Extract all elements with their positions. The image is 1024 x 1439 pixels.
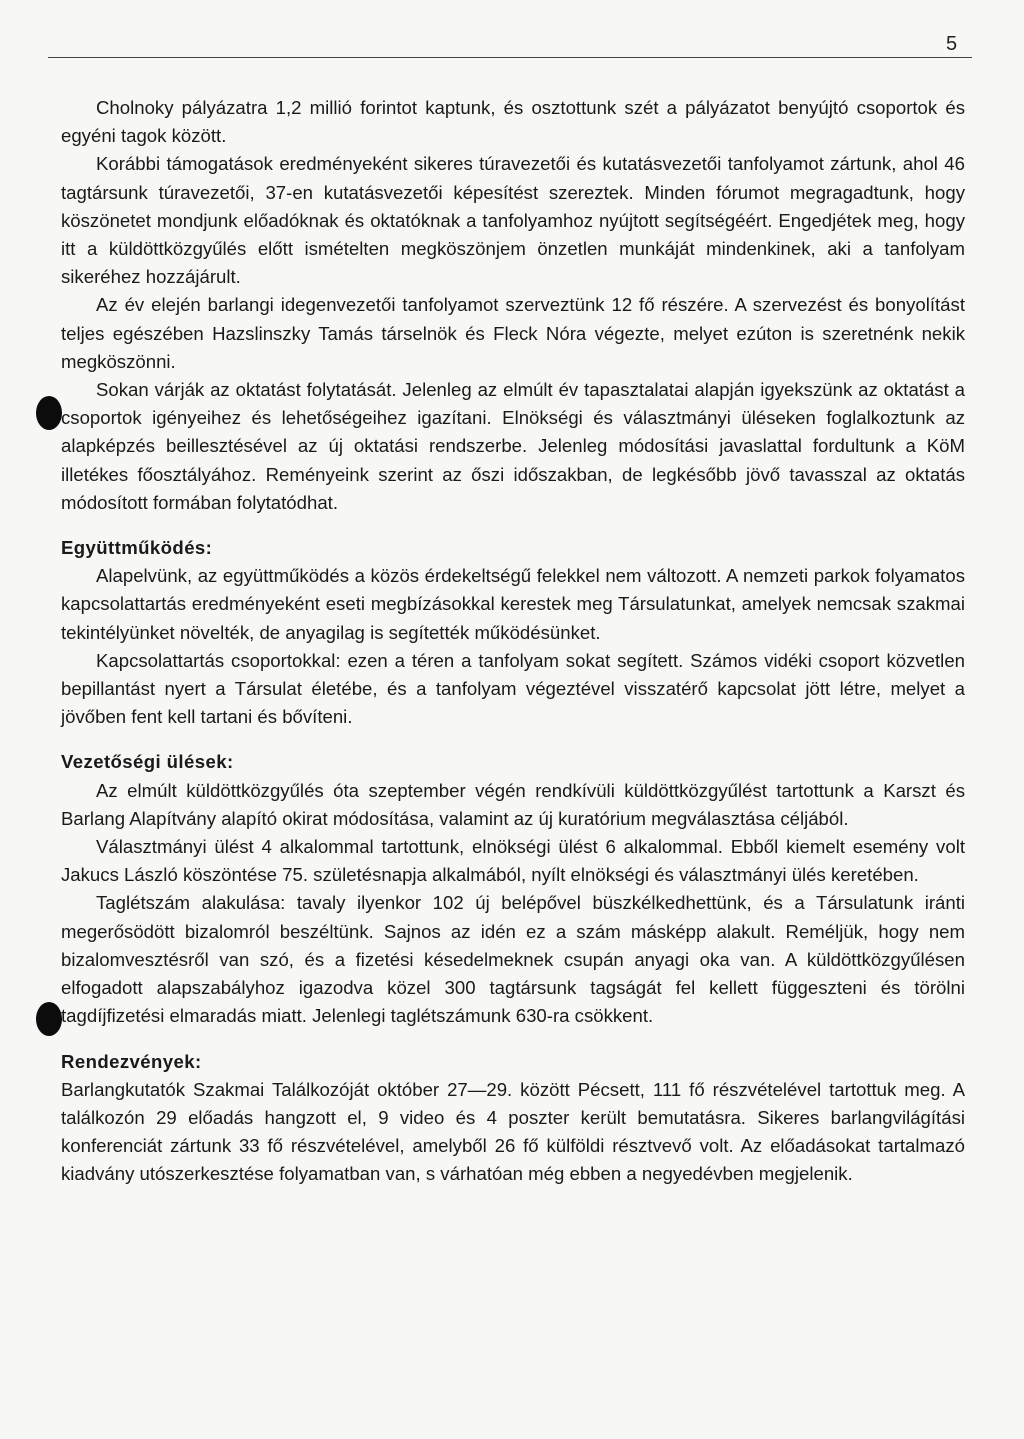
meetings-paragraph-3: Taglétszám alakulása: tavaly ilyenkor 102 új belépővel büszkélkedhettünk, és a Társulatunk iránti megerősödött bizalomról beszéltünk. Sajnos az idén ez a szám másképp alakult. Reméljük, hogy nem bizalomvesztésről van szó, és a fizetési késedelmeknek csupán anyagi oka van. A küldöttközgyűlésen elfogadott alapszabályhoz igazodva közel 300 tagtársunk tagságát fel kellett függeszteni és törölni tagdíjfizetési elmaradás miatt. Jelenlegi taglétszámunk 630-ra csökkent.	[61, 892, 965, 1027]
section-heading-cooperation: Együttműködés:	[61, 537, 213, 559]
cooperation-paragraph-1: Alapelvünk, az együttműködés a közös érdekeltségű felekkel nem változott. A nemzeti parkok folyamatos kapcsolattartás eredményeként eseti megbízásokkal kerestek meg Társulatunkat, amelyek nemcsak szakmai tekintélyünket növelték, de anyagilag is segítették működésünket.	[61, 565, 965, 643]
punch-hole-bottom	[36, 1002, 62, 1036]
page-number: 5	[946, 33, 958, 55]
header-rule	[48, 57, 972, 58]
intro-paragraph-4: Sokan várják az oktatást folytatását. Jelenleg az elmúlt év tapasztalatai alapján igyekszünk az oktatást a csoportok igényeihez és lehetőségeihez igazítani. Elnökségi és választmányi üléseken foglalkoztunk az alapképzés beillesztésével az új oktatási rendszerbe. Jelenleg módosítási javaslattal fordultunk a KöM illetékes főosztályához. Reményeink szerint az őszi időszakban, de legkésőbb jövő tavasszal az oktatás módosított formában folytatódhat.	[61, 379, 965, 513]
section-heading-events: Rendezvények:	[61, 1050, 202, 1072]
intro-paragraph-2: Korábbi támogatások eredményeként sikeres túravezetői és kutatásvezetői tanfolyamot zártunk, ahol 46 tagtársunk túravezetői, 37-en kutatásvezetői képesítést szereztek. Minden fórumot megragadtunk, hogy köszönetet mondjunk előadóknak és oktatóknak a tanfolyamhoz nyújtott segítségéért. Engedjétek meg, hogy itt a küldöttközgyűlés előtt ismételten megköszönjem önzetlen munkáját mindenkinek, aki a tanfolyam sikeréhez hozzájárult.	[61, 153, 965, 288]
intro-paragraph-3: Az év elején barlangi idegenvezetői tanfolyamot szerveztünk 12 fő részére. A szervezést és bonyolítást teljes egészében Hazslinszky Tamás társelnök és Fleck Nóra végezte, melyet ezúton is szeretnénk nekik megköszönni.	[61, 294, 965, 372]
document-body	[61, 94, 965, 1189]
cooperation-paragraph-2: Kapcsolattartás csoportokkal: ezen a téren a tanfolyam sokat segített. Számos vidéki csoport közvetlen bepillantást nyert a Társulat életébe, és a tanfolyam végeztével visszatérő kapcsolat jött létre, melyet a jövőben fent kell tartani és bővíteni.	[61, 649, 965, 728]
meetings-paragraph-1: Az elmúlt küldöttközgyűlés óta szeptember végén rendkívüli küldöttközgyűlést tartottunk a Karszt és Barlang Alapítvány alapító okirat módosítása, valamint az új kuratórium megválasztása céljából.	[61, 779, 965, 829]
events-paragraph-1: Barlangkutatók Szakmai Találkozóját október 27—29. között Pécsett, 111 fő részvételével tartottuk meg. A találkozón 29 előadás hangzott el, 9 video és 4 poszter került bemutatásra. Sikeres barlangvilágítási konferenciát zártunk 33 fő részvételével, amelyből 26 fő külföldi résztvevő volt. Az előadásokat tartalmazó kiadvány utószerkesztése folyamatban van, s várhatóan még ebben a negyedévben megjelenik.	[61, 1078, 965, 1185]
meetings-paragraph-2: Választmányi ülést 4 alkalommal tartottunk, elnökségi ülést 6 alkalommal. Ebből kiemelt esemény volt Jakucs László köszöntése 75. születésnapja alkalmából, nyílt elnökségi és választmányi ülés keretében.	[61, 836, 965, 886]
section-heading-meetings: Vezetőségi ülések:	[61, 751, 234, 773]
intro-paragraph-1: Cholnoky pályázatra 1,2 millió forintot kaptunk, és osztottunk szét a pályázatot benyújtó csoportok és egyéni tagok között.	[61, 97, 965, 147]
punch-hole-top	[36, 396, 62, 430]
